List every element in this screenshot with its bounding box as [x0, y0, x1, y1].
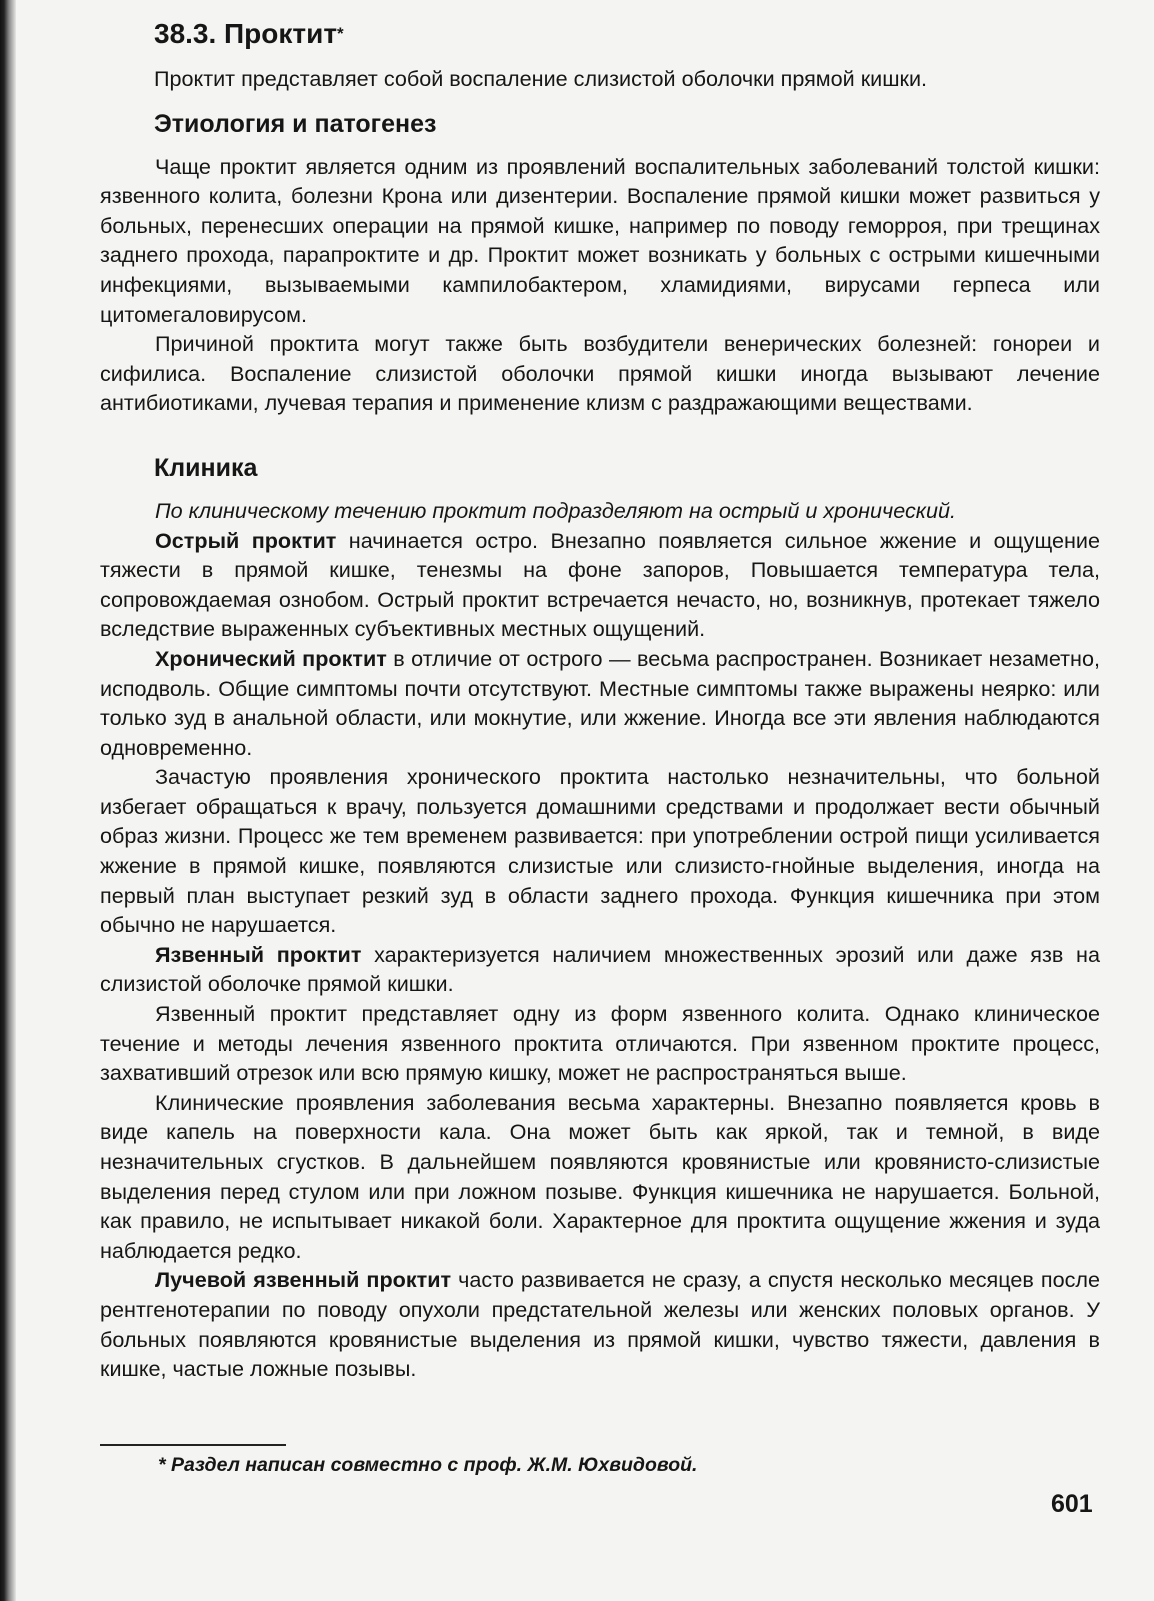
chronic-paragraph: Хронический проктит в отличие от острого — весьма распространен. Возникает незаметно, исподволь. Общие симптомы почти отсутствуют. Местные симптомы также выражены неярко: или только зуд в анальной области, или мокнутие, или жжение. Иногда все эти явления наблюдаются одновременно.	[100, 645, 1100, 760]
page-body	[100, 14, 1100, 1384]
etiology-paragraph-1: Чаще проктит является одним из проявлений воспалительных заболеваний толстой кишки: язвенного колита, болезни Крона или дизентерии. Воспаление прямой кишки может развиться у больных, перенесших операции на прямой кишке, например по поводу геморроя, при трещинах заднего прохода, парапроктите и др. Проктит может возникать у больных с острыми кишечными инфекциями, вызываемыми кампилобактером, хламидиями, вирусами герпеса или цитомегаловирусом.	[100, 153, 1100, 327]
book-spine-shadow	[0, 0, 16, 1601]
chronic-paragraph-2: Зачастую проявления хронического проктита настолько незначительны, что больной избегает обращаться к врачу, пользуется домашними средствами и продолжает вести обычный образ жизни. Процесс же тем временем развивается: при употреблении острой пищи усиливается жжение в прямой кишке, появляются слизистые или слизисто-гнойные выделения, иногда на первый план выступает резкий зуд в области заднего прохода. Функция кишечника при этом обычно не нарушается.	[100, 764, 1100, 938]
footnote: * Раздел написан совместно с проф. Ж.М. Юхвидовой.	[158, 1454, 698, 1476]
acute-paragraph: Острый проктит начинается остро. Внезапно появляется сильное жжение и ощущение тяжести в прямой кишке, тенезмы на фоне запоров, Повышается температура тела, сопровождаемая ознобом. Острый проктит встречается нечасто, но, возникнув, протекает тяжело вследствие выраженных субъективных местных ощущений.	[100, 527, 1100, 642]
term-acute: Острый проктит	[155, 527, 337, 553]
term-chronic: Хронический проктит	[155, 645, 387, 671]
page-number: 601	[1051, 1490, 1093, 1518]
ulcer-paragraph-3: Клинические проявления заболевания весьма характерны. Внезапно появляется кровь в виде капель на поверхности кала. Она может быть как яркой, так и темной, в виде незначительных сгустков. В дальнейшем появляются кровянистые или кровянисто-слизистые выделения перед стулом или при ложном позыве. Функция кишечника не нарушается. Больной, как правило, не испытывает никакой боли. Характерное для проктита ощущение жжения и зуда наблюдается редко.	[100, 1089, 1100, 1263]
heading-etiology: Этиология и патогенез	[154, 109, 437, 138]
heading-clinic: Клиника	[154, 453, 258, 482]
footnote-marker: *	[337, 24, 344, 43]
term-radiation: Лучевой язвенный проктит	[155, 1267, 452, 1293]
section-title: 38.3. Проктит*	[154, 18, 344, 49]
ulcer-paragraph-2: Язвенный проктит представляет одну из форм язвенного колита. Однако клиническое течение и методы лечения язвенного проктита отличаются. При язвенном проктите процесс, захвативший отрезок или всю прямую кишку, может не распространяться выше.	[100, 1001, 1100, 1086]
etiology-paragraph-2: Причиной проктита могут также быть возбудители венерических болезней: гонореи и сифилиса. Воспаление слизистой оболочки прямой кишки иногда вызывают лечение антибиотиками, лучевая терапия и применение клизм с раздражающими веществами.	[100, 331, 1100, 416]
radiation-paragraph: Лучевой язвенный проктит часто развивается не сразу, а спустя несколько месяцев после рентгенотерапии по поводу опухоли предстательной железы или женских половых органов. У больных появляются кровянистые выделения из прямой кишки, чувство тяжести, давления в кишке, частые ложные позывы.	[100, 1267, 1101, 1382]
term-ulcer: Язвенный проктит	[155, 941, 362, 967]
clinic-lead: По клиническому течению проктит подразделяют на острый и хронический.	[155, 497, 957, 523]
footnote-rule	[100, 1444, 286, 1446]
intro-paragraph: Проктит представляет собой воспаление слизистой оболочки прямой кишки.	[154, 66, 928, 91]
ulcer-paragraph: Язвенный проктит характеризуется наличием множественных эрозий или даже язв на слизистой оболочке прямой кишки.	[100, 941, 1100, 997]
